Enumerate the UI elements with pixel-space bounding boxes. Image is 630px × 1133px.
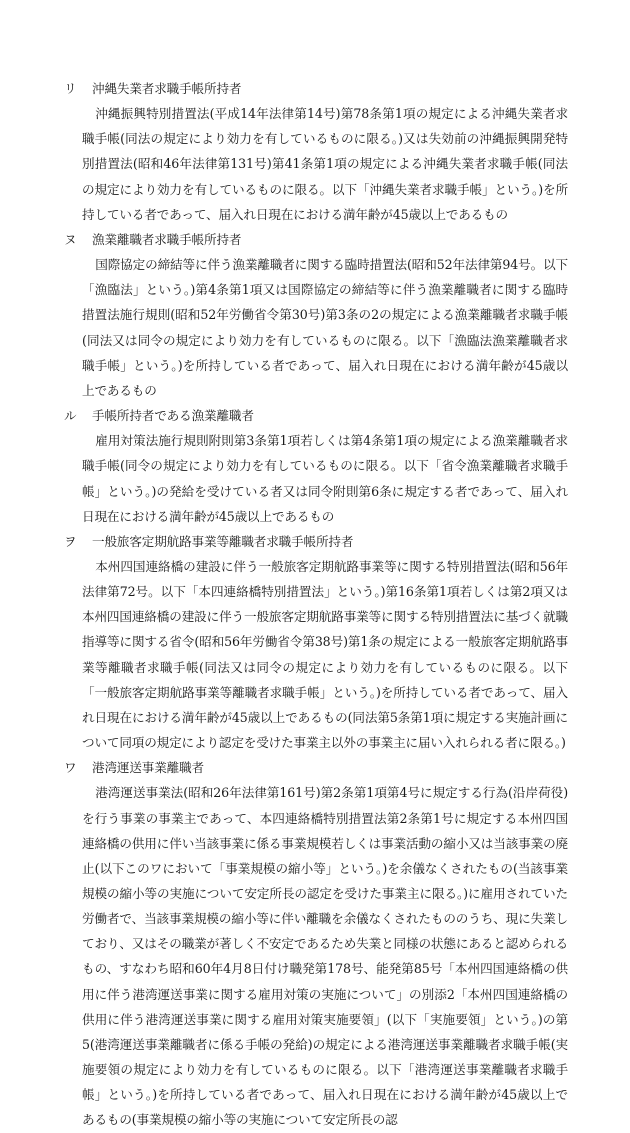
section-title: 一般旅客定期航路事業等離職者求職手帳所持者: [92, 533, 354, 549]
section-body: 本州四国連絡橋の建設に伴う一般旅客定期航路事業等に関する特別措置法(昭和56年法律第72号。以下「本四連絡橋特別措置法」という。)第16条第1項若しくは第2項又は本州四国連絡橋の建設に伴う一般旅客定期航路事業等に関する特別措置法に基づく就職指導等に関する省令(昭和56年労働省令第38号)第1条の規定による一般旅客定期航路事業等離職者求職手帳(同法又は同令の規定により効力を有しているものに限る。以下「一般旅客定期航路事業等離職者求職手帳」という。)を所持している者であって、届入れ日現在における満年齢が45歳以上であるもの(同法第5条第1項に規定する実施計画について同項の規定により認定を受けた事業主以外の事業主に届い入れられる者に限る。): [82, 558, 568, 751]
section-mark: ワ: [64, 760, 77, 776]
section-mark: ル: [64, 408, 77, 424]
section-nu: [64, 227, 568, 403]
section-heading: [64, 76, 568, 101]
document-page: [64, 76, 568, 1133]
section-heading: [64, 227, 568, 252]
section-body: 港湾運送事業法(昭和26年法律第161号)第2条第1項第4号に規定する行為(沿岸荷役)を行う事業の事業主であって、本四連絡橋特別措置法第2条第1号に規定する本州四国連絡橋の供用に伴い当該事業に係る事業規模若しくは事業活動の縮小又は当該事業の廃止(以下このワにおいて「事業規模の縮小等」という。)を余儀なくされたもの(当該事業規模の縮小等の実施について安定所長の認定を受けた事業主に限る。)に雇用されていた労働者で、当該事業規模の縮小等に伴い離職を余儀なくされたもののうち、現に失業しており、又はその職業が著しく不安定であるため失業と同様の状態にあると認められるもの、すなわち昭和60年4月8日付け職発第178号、能発第85号「本州四国連絡橋の供用に伴う港湾運送事業に関する雇用対策の実施について」の別添2「本州四国連絡橋の供用に伴う港湾運送事業に関する雇用対策実施要領」(以下「実施要領」という。)の第5(港湾運送事業離職者に係る手帳の発給)の規定による港湾運送事業離職者求職手帳(実施要領の規定により効力を有しているものに限る。以下「港湾運送事業離職者求職手帳」という。)を所持している者であって、届入れ日現在における満年齢が45歳以上であるもの(事業規模の縮小等の実施について安定所長の認: [82, 785, 568, 1128]
section-title: 漁業離職者求職手帳所持者: [92, 231, 242, 247]
section-mark: リ: [64, 81, 77, 96]
section-body: 沖縄振興特別措置法(平成14年法律第14号)第78条第1項の規定による沖縄失業者求職手帳(同法の規定により効力を有しているものに限る。)又は失効前の沖縄振興開発特別措置法(昭和46年法律第131号)第41条第1項の規定による沖縄失業者求職手帳(同法の規定により効力を有しているものに限る。以下「沖縄失業者求職手帳」という。)を所持している者であって、届入れ日現在における満年齢が45歳以上であるもの: [82, 106, 568, 222]
section-mark: ヌ: [64, 231, 77, 247]
section-ri: [64, 76, 568, 227]
section-heading: [64, 403, 568, 428]
section-body: 雇用対策法施行規則附則第3条第1項若しくは第4条第1項の規定による漁業離職者求職手帳(同令の規定により効力を有しているものに限る。以下「省令漁業離職者求職手帳」という。)の発給を受けている者又は同令附則第6条に規定する者であって、届入れ日現在における満年齢が45歳以上であるもの: [82, 433, 568, 524]
section-title: 手帳所持者である漁業離職者: [92, 408, 254, 424]
section-title: 港湾運送事業離職者: [92, 760, 204, 776]
section-wa: [64, 755, 568, 1132]
section-title: 沖縄失業者求職手帳所持者: [92, 81, 242, 96]
section-wo: [64, 529, 568, 755]
section-heading: [64, 529, 568, 554]
section-heading: [64, 755, 568, 780]
section-body: 国際協定の締結等に伴う漁業離職者に関する臨時措置法(昭和52年法律第94号。以下「漁臨法」という。)第4条第1項又は国際協定の締結等に伴う漁業離職者に関する臨時措置法施行規則(昭和52年労働省令第30号)第3条の2の規定による漁業離職者求職手帳(同法又は同令の規定により効力を有しているものに限る。以下「漁臨法漁業離職者求職手帳」という。)を所持している者であって、届入れ日現在における満年齢が45歳以上であるもの: [82, 257, 568, 398]
section-ru: [64, 403, 568, 529]
section-mark: ヲ: [64, 533, 77, 549]
